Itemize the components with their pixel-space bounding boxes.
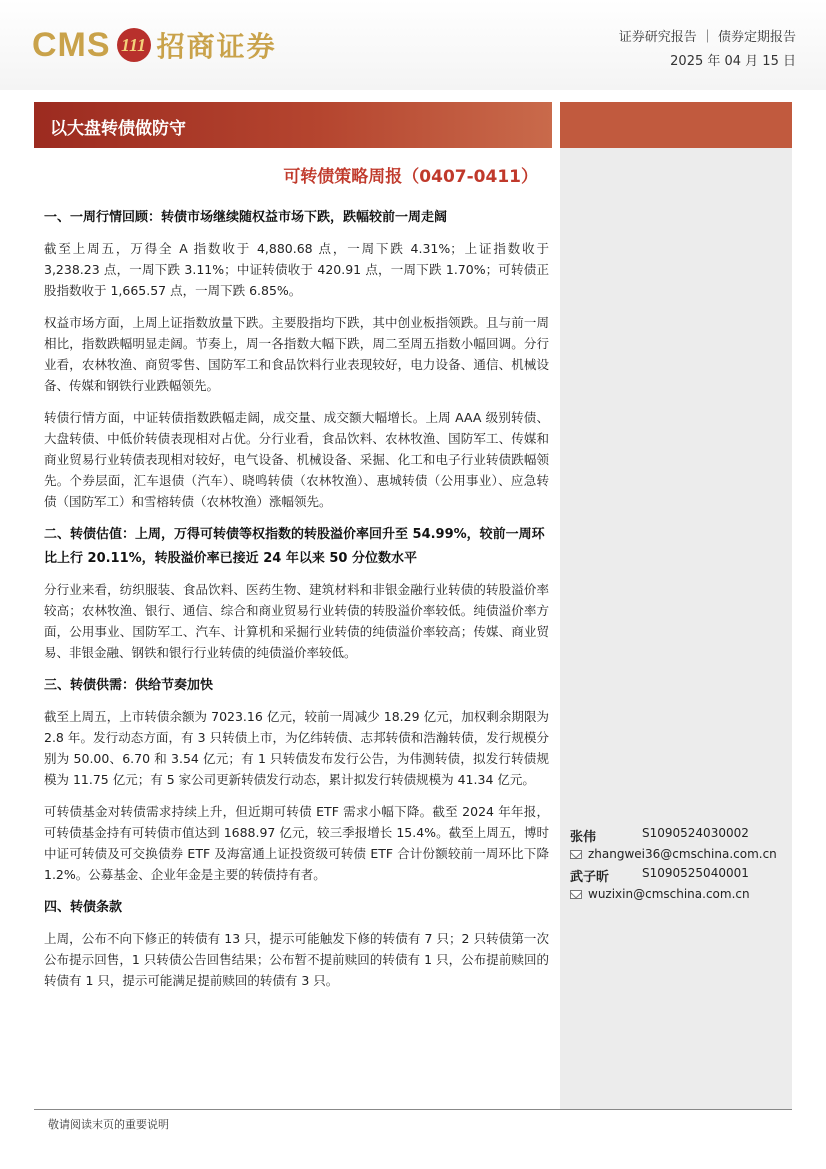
section-title: 四、转债条款 (44, 900, 123, 915)
analyst-name: 武子昕 (570, 870, 610, 885)
mail-icon (570, 850, 582, 859)
paragraph: 截至上周五，万得全 A 指数收于 4,880.68 点，一周下跌 4.31%；上证指数收于 3,238.23 点，一周下跌 3.11%；中证转债收于 420.91 点，一周下跌 1.70%；可转债正股指数收于 1,665.57 点，一周下跌 6.85%。 (44, 241, 549, 298)
paragraph: 截至上周五，上市转债余额为 7023.16 亿元，较前一周减少 18.29 亿元，加权剩余期限为 2.8 年。发行动态方面，有 3 只转债上市，为亿纬转债、志邦转债和浩瀚转债，发行规模分别为 50.00、6.70 和 3.54 亿元；有 1 只转债发布发行公告，为伟测转债，拟发行转债规模为 11.75 亿元；有 5 家公司更新转债发行动态，累计拟发行转债规模为 41.34 亿元。 (44, 709, 549, 787)
analyst-2 (570, 866, 749, 885)
analyst-email[interactable]: zhangwei36@cmschina.com.cn (588, 847, 777, 861)
analyst-name: 张伟 (570, 830, 597, 845)
report-subtitle: 可转债策略周报（0407-0411） (283, 167, 538, 187)
paragraph: 转债行情方面，中证转债指数跌幅走阔，成交量、成交额大幅增长。上周 AAA 级别转债、大盘转债、中低价转债表现相对占优。分行业看，食品饮料、农林牧渔、国防军工、传媒和商业贸易行业转债表现相对较好，电气设备、机械设备、采掘、化工和电子行业转债跌幅领先。个券层面，汇车退债（汽车）、晓鸣转债（农林牧渔）、惠城转债（公用事业）、应急转债（国防军工）和雪榕转债（农林牧渔）涨幅领先。 (44, 410, 549, 509)
paragraph: 上周，公布不向下修正的转债有 13 只，提示可能触发下修的转债有 7 只；2 只转债第一次公布提示回售，1 只转债公告回售结果；公布暂不提前赎回的转债有 1 只，公布提前赎回的转债有 1 只，提示可能满足提前赎回的转债有 3 只。 (44, 931, 549, 988)
mail-icon (570, 890, 582, 899)
analyst-license-id: S1090524030002 (642, 826, 749, 840)
analyst-2-email-row (570, 887, 750, 901)
analyst-license-id: S1090525040001 (642, 866, 749, 880)
logo-cms-text: CMS (32, 25, 111, 64)
logo-badge-icon: 111 (117, 28, 151, 62)
report-title-bar (34, 102, 552, 148)
report-title: 以大盘转债做防守 (50, 119, 186, 139)
logo-cn-text: 招商证券 (156, 30, 277, 63)
section-title: 二、转债估值：上周，万得可转债等权指数的转股溢价率回升至 54.99%，较前一周环比上行 20.11%，转股溢价率已接近 24 年以来 50 分位数水平 (44, 527, 545, 566)
footer-divider (34, 1109, 792, 1110)
sidebar-header-band (560, 102, 792, 148)
footer-note: 敬请阅读末页的重要说明 (48, 1118, 169, 1131)
main-content (44, 206, 549, 1002)
paragraph: 权益市场方面，上周上证指数放量下跌。主要股指均下跌，其中创业板指领跌。且与前一周相比，指数跌幅明显走阔。节奏上，周一各指数大幅下跌，周二至周五指数小幅回调。分行业看，农林牧渔、商贸零售、国防军工和食品饮料行业表现较好，电力设备、通信、机械设备、传媒和钢铁行业跌幅领先。 (44, 315, 549, 393)
section-title: 三、转债供需：供给节奏加快 (44, 678, 214, 693)
report-date: 2025 年 04 月 15 日 (670, 54, 796, 69)
section-title: 一、一周行情回顾：转债市场继续随权益市场下跌，跌幅较前一周走阔 (44, 210, 448, 225)
company-logo (32, 24, 277, 66)
analyst-email[interactable]: wuzixin@cmschina.com.cn (588, 887, 750, 901)
analyst-1-email-row (570, 847, 777, 861)
report-type: 证券研究报告 ｜ 债券定期报告 (618, 30, 796, 45)
analyst-sidebar (560, 102, 792, 1109)
analyst-1 (570, 826, 749, 845)
paragraph: 可转债基金对转债需求持续上升，但近期可转债 ETF 需求小幅下降。截至 2024 年年报，可转债基金持有可转债市值达到 1688.97 亿元，较三季报增长 15.4%。截至上周五，博时中证可转债及可交换债券 ETF 及海富通上证投资级可转债 ETF 合计份额较前一周环比下降 1.2%。公募基金、企业年金是主要的转债持有者。 (44, 804, 549, 882)
paragraph: 分行业来看，纺织服装、食品饮料、医药生物、建筑材料和非银金融行业转债的转股溢价率较高；农林牧渔、银行、通信、综合和商业贸易行业转债的转股溢价率较低。纯债溢价率方面，公用事业、国防军工、汽车、计算机和采掘行业转债的纯债溢价率较高；传媒、商业贸易、非银金融、钢铁和银行行业转债的纯债溢价率较低。 (44, 582, 549, 660)
